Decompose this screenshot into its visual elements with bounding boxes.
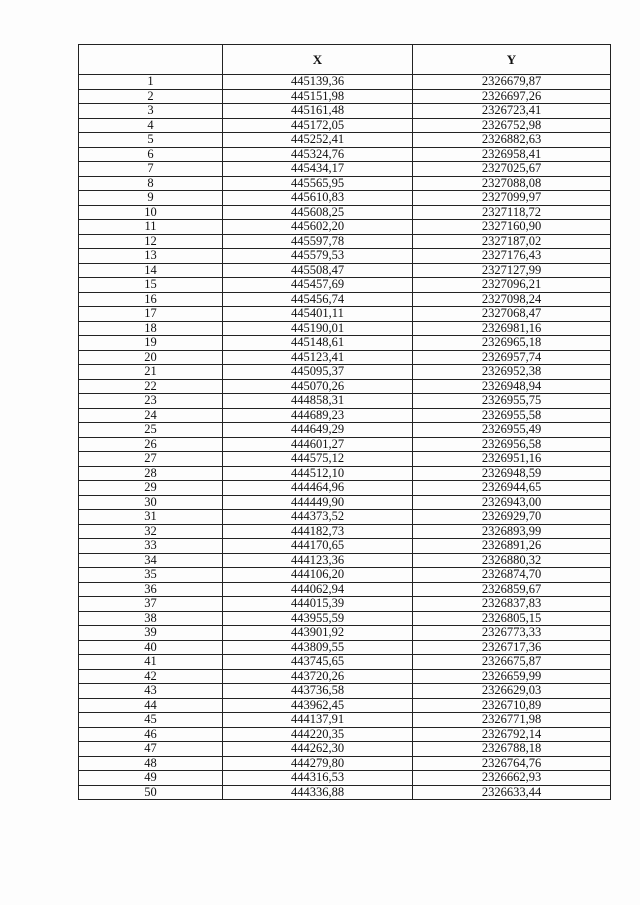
point-index-cell: 3 xyxy=(79,104,223,119)
y-coordinate-cell: 2327096,21 xyxy=(413,278,611,293)
table-row xyxy=(79,785,611,800)
x-coordinate-cell: 445608,25 xyxy=(223,205,413,220)
table-row xyxy=(79,568,611,583)
x-coordinate-cell: 445148,61 xyxy=(223,336,413,351)
point-index-cell: 18 xyxy=(79,321,223,336)
point-index-cell: 30 xyxy=(79,495,223,510)
point-index-cell: 10 xyxy=(79,205,223,220)
x-coordinate-cell: 445161,48 xyxy=(223,104,413,119)
point-index-cell: 24 xyxy=(79,408,223,423)
point-index-cell: 8 xyxy=(79,176,223,191)
table-row xyxy=(79,742,611,757)
table-row xyxy=(79,771,611,786)
table-row xyxy=(79,307,611,322)
y-coordinate-cell: 2326773,33 xyxy=(413,626,611,641)
y-coordinate-cell: 2326951,16 xyxy=(413,452,611,467)
table-row xyxy=(79,626,611,641)
table-row xyxy=(79,684,611,699)
table-row xyxy=(79,365,611,380)
table-row xyxy=(79,191,611,206)
y-coordinate-cell: 2326944,65 xyxy=(413,481,611,496)
point-index-cell: 19 xyxy=(79,336,223,351)
point-index-cell: 14 xyxy=(79,263,223,278)
x-coordinate-cell: 445565,95 xyxy=(223,176,413,191)
point-index-cell: 36 xyxy=(79,582,223,597)
table-header xyxy=(79,45,611,75)
x-coordinate-cell: 445324,76 xyxy=(223,147,413,162)
point-index-cell: 5 xyxy=(79,133,223,148)
y-coordinate-cell: 2326805,15 xyxy=(413,611,611,626)
point-index-cell: 35 xyxy=(79,568,223,583)
x-coordinate-cell: 443901,92 xyxy=(223,626,413,641)
x-coordinate-cell: 444220,35 xyxy=(223,727,413,742)
point-index-cell: 26 xyxy=(79,437,223,452)
table-row xyxy=(79,553,611,568)
x-coordinate-cell: 444170,65 xyxy=(223,539,413,554)
table-row xyxy=(79,89,611,104)
y-coordinate-cell: 2326929,70 xyxy=(413,510,611,525)
table-row xyxy=(79,452,611,467)
y-coordinate-cell: 2326697,26 xyxy=(413,89,611,104)
x-coordinate-cell: 444182,73 xyxy=(223,524,413,539)
table-row xyxy=(79,176,611,191)
table-row xyxy=(79,263,611,278)
header-index xyxy=(79,45,223,75)
x-coordinate-cell: 445151,98 xyxy=(223,89,413,104)
point-index-cell: 41 xyxy=(79,655,223,670)
point-index-cell: 12 xyxy=(79,234,223,249)
table-row xyxy=(79,249,611,264)
point-index-cell: 4 xyxy=(79,118,223,133)
point-index-cell: 15 xyxy=(79,278,223,293)
y-coordinate-cell: 2327099,97 xyxy=(413,191,611,206)
point-index-cell: 50 xyxy=(79,785,223,800)
y-coordinate-cell: 2326629,03 xyxy=(413,684,611,699)
y-coordinate-cell: 2326837,83 xyxy=(413,597,611,612)
x-coordinate-cell: 445095,37 xyxy=(223,365,413,380)
table-row xyxy=(79,713,611,728)
table-row xyxy=(79,655,611,670)
y-coordinate-cell: 2326880,32 xyxy=(413,553,611,568)
table-row xyxy=(79,104,611,119)
table-body xyxy=(79,75,611,800)
x-coordinate-cell: 443955,59 xyxy=(223,611,413,626)
x-coordinate-cell: 445070,26 xyxy=(223,379,413,394)
table-row xyxy=(79,133,611,148)
table-row xyxy=(79,118,611,133)
table-row xyxy=(79,756,611,771)
point-index-cell: 17 xyxy=(79,307,223,322)
x-coordinate-cell: 445456,74 xyxy=(223,292,413,307)
y-coordinate-cell: 2326952,38 xyxy=(413,365,611,380)
point-index-cell: 45 xyxy=(79,713,223,728)
y-coordinate-cell: 2327176,43 xyxy=(413,249,611,264)
y-coordinate-cell: 2326788,18 xyxy=(413,742,611,757)
table-row xyxy=(79,611,611,626)
point-index-cell: 42 xyxy=(79,669,223,684)
x-coordinate-cell: 445602,20 xyxy=(223,220,413,235)
x-coordinate-cell: 445434,17 xyxy=(223,162,413,177)
y-coordinate-cell: 2326723,41 xyxy=(413,104,611,119)
y-coordinate-cell: 2326710,89 xyxy=(413,698,611,713)
y-coordinate-cell: 2326981,16 xyxy=(413,321,611,336)
point-index-cell: 6 xyxy=(79,147,223,162)
y-coordinate-cell: 2326662,93 xyxy=(413,771,611,786)
x-coordinate-cell: 443720,26 xyxy=(223,669,413,684)
point-index-cell: 32 xyxy=(79,524,223,539)
point-index-cell: 40 xyxy=(79,640,223,655)
point-index-cell: 20 xyxy=(79,350,223,365)
x-coordinate-cell: 444015,39 xyxy=(223,597,413,612)
table-row xyxy=(79,162,611,177)
y-coordinate-cell: 2326965,18 xyxy=(413,336,611,351)
point-index-cell: 16 xyxy=(79,292,223,307)
x-coordinate-cell: 444649,29 xyxy=(223,423,413,438)
x-coordinate-cell: 444279,80 xyxy=(223,756,413,771)
table-row xyxy=(79,495,611,510)
point-index-cell: 37 xyxy=(79,597,223,612)
y-coordinate-cell: 2326955,58 xyxy=(413,408,611,423)
x-coordinate-cell: 444137,91 xyxy=(223,713,413,728)
x-coordinate-cell: 443962,45 xyxy=(223,698,413,713)
table-row xyxy=(79,234,611,249)
y-coordinate-cell: 2326792,14 xyxy=(413,727,611,742)
x-coordinate-cell: 444858,31 xyxy=(223,394,413,409)
y-coordinate-cell: 2326752,98 xyxy=(413,118,611,133)
y-coordinate-cell: 2326882,63 xyxy=(413,133,611,148)
y-coordinate-cell: 2326948,94 xyxy=(413,379,611,394)
table-row xyxy=(79,292,611,307)
point-index-cell: 31 xyxy=(79,510,223,525)
y-coordinate-cell: 2326958,41 xyxy=(413,147,611,162)
table-row xyxy=(79,510,611,525)
y-coordinate-cell: 2326943,00 xyxy=(413,495,611,510)
x-coordinate-cell: 444512,10 xyxy=(223,466,413,481)
point-index-cell: 21 xyxy=(79,365,223,380)
x-coordinate-cell: 444106,20 xyxy=(223,568,413,583)
x-coordinate-cell: 445401,11 xyxy=(223,307,413,322)
table-row xyxy=(79,220,611,235)
header-x: X xyxy=(223,45,413,75)
y-coordinate-cell: 2326874,70 xyxy=(413,568,611,583)
coordinates-table xyxy=(78,44,611,800)
y-coordinate-cell: 2326717,36 xyxy=(413,640,611,655)
y-coordinate-cell: 2326859,67 xyxy=(413,582,611,597)
y-coordinate-cell: 2327127,99 xyxy=(413,263,611,278)
point-index-cell: 39 xyxy=(79,626,223,641)
y-coordinate-cell: 2326957,74 xyxy=(413,350,611,365)
y-coordinate-cell: 2326764,76 xyxy=(413,756,611,771)
y-coordinate-cell: 2327068,47 xyxy=(413,307,611,322)
table-row xyxy=(79,147,611,162)
point-index-cell: 2 xyxy=(79,89,223,104)
y-coordinate-cell: 2327118,72 xyxy=(413,205,611,220)
table-row xyxy=(79,379,611,394)
table-row xyxy=(79,669,611,684)
point-index-cell: 33 xyxy=(79,539,223,554)
point-index-cell: 34 xyxy=(79,553,223,568)
point-index-cell: 48 xyxy=(79,756,223,771)
point-index-cell: 1 xyxy=(79,75,223,90)
x-coordinate-cell: 444575,12 xyxy=(223,452,413,467)
x-coordinate-cell: 445597,78 xyxy=(223,234,413,249)
table-row xyxy=(79,727,611,742)
y-coordinate-cell: 2326675,87 xyxy=(413,655,611,670)
x-coordinate-cell: 445579,53 xyxy=(223,249,413,264)
x-coordinate-cell: 445610,83 xyxy=(223,191,413,206)
point-index-cell: 23 xyxy=(79,394,223,409)
y-coordinate-cell: 2327187,02 xyxy=(413,234,611,249)
x-coordinate-cell: 444601,27 xyxy=(223,437,413,452)
header-row xyxy=(79,45,611,75)
point-index-cell: 22 xyxy=(79,379,223,394)
x-coordinate-cell: 444464,96 xyxy=(223,481,413,496)
y-coordinate-cell: 2326771,98 xyxy=(413,713,611,728)
x-coordinate-cell: 444336,88 xyxy=(223,785,413,800)
table-row xyxy=(79,524,611,539)
x-coordinate-cell: 445123,41 xyxy=(223,350,413,365)
table-row xyxy=(79,481,611,496)
y-coordinate-cell: 2326893,99 xyxy=(413,524,611,539)
header-y: Y xyxy=(413,45,611,75)
table-row xyxy=(79,205,611,220)
x-coordinate-cell: 445172,05 xyxy=(223,118,413,133)
y-coordinate-cell: 2326679,87 xyxy=(413,75,611,90)
y-coordinate-cell: 2326956,58 xyxy=(413,437,611,452)
x-coordinate-cell: 444689,23 xyxy=(223,408,413,423)
table-row xyxy=(79,597,611,612)
table-row xyxy=(79,466,611,481)
table-row xyxy=(79,394,611,409)
x-coordinate-cell: 443736,58 xyxy=(223,684,413,699)
point-index-cell: 11 xyxy=(79,220,223,235)
x-coordinate-cell: 444262,30 xyxy=(223,742,413,757)
table-row xyxy=(79,640,611,655)
x-coordinate-cell: 444316,53 xyxy=(223,771,413,786)
table-row xyxy=(79,698,611,713)
point-index-cell: 29 xyxy=(79,481,223,496)
point-index-cell: 43 xyxy=(79,684,223,699)
y-coordinate-cell: 2327025,67 xyxy=(413,162,611,177)
x-coordinate-cell: 445139,36 xyxy=(223,75,413,90)
y-coordinate-cell: 2326633,44 xyxy=(413,785,611,800)
x-coordinate-cell: 444062,94 xyxy=(223,582,413,597)
table-row xyxy=(79,336,611,351)
point-index-cell: 44 xyxy=(79,698,223,713)
point-index-cell: 7 xyxy=(79,162,223,177)
table-row xyxy=(79,437,611,452)
table-row xyxy=(79,582,611,597)
table-row xyxy=(79,75,611,90)
table-row xyxy=(79,539,611,554)
table-row xyxy=(79,350,611,365)
point-index-cell: 49 xyxy=(79,771,223,786)
point-index-cell: 47 xyxy=(79,742,223,757)
x-coordinate-cell: 443809,55 xyxy=(223,640,413,655)
y-coordinate-cell: 2326659,99 xyxy=(413,669,611,684)
y-coordinate-cell: 2326891,26 xyxy=(413,539,611,554)
y-coordinate-cell: 2326955,49 xyxy=(413,423,611,438)
table-row xyxy=(79,278,611,293)
x-coordinate-cell: 444449,90 xyxy=(223,495,413,510)
x-coordinate-cell: 444123,36 xyxy=(223,553,413,568)
table-row xyxy=(79,321,611,336)
point-index-cell: 25 xyxy=(79,423,223,438)
x-coordinate-cell: 445252,41 xyxy=(223,133,413,148)
point-index-cell: 27 xyxy=(79,452,223,467)
point-index-cell: 9 xyxy=(79,191,223,206)
y-coordinate-cell: 2327160,90 xyxy=(413,220,611,235)
y-coordinate-cell: 2327088,08 xyxy=(413,176,611,191)
x-coordinate-cell: 444373,52 xyxy=(223,510,413,525)
y-coordinate-cell: 2326948,59 xyxy=(413,466,611,481)
x-coordinate-cell: 445508,47 xyxy=(223,263,413,278)
x-coordinate-cell: 445190,01 xyxy=(223,321,413,336)
x-coordinate-cell: 443745,65 xyxy=(223,655,413,670)
point-index-cell: 38 xyxy=(79,611,223,626)
y-coordinate-cell: 2327098,24 xyxy=(413,292,611,307)
x-coordinate-cell: 445457,69 xyxy=(223,278,413,293)
table-row xyxy=(79,408,611,423)
y-coordinate-cell: 2326955,75 xyxy=(413,394,611,409)
table-row xyxy=(79,423,611,438)
point-index-cell: 13 xyxy=(79,249,223,264)
point-index-cell: 46 xyxy=(79,727,223,742)
point-index-cell: 28 xyxy=(79,466,223,481)
